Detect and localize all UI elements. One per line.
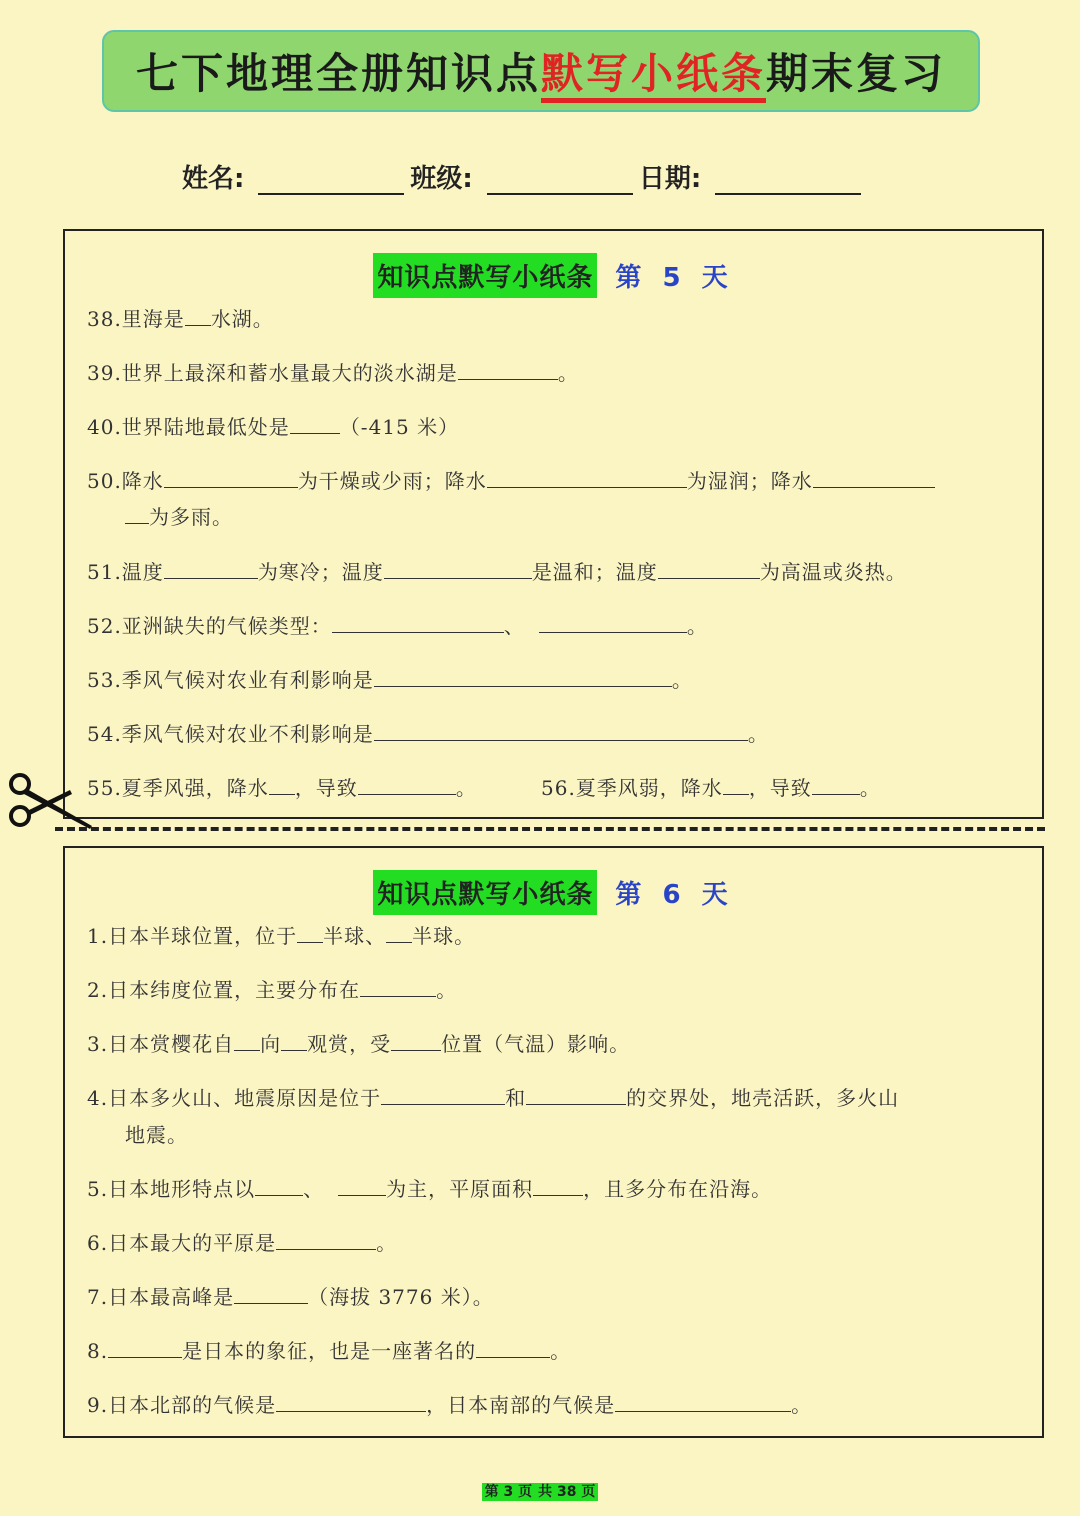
blank[interactable] <box>374 720 748 741</box>
title-banner <box>102 30 980 112</box>
blank[interactable] <box>297 922 323 943</box>
question-6: 6.日本最大的平原是 。 <box>87 1231 398 1255</box>
page-number: 第 3 页 <box>482 1483 536 1501</box>
question-50: 50.降水 为干燥或少雨；降水 为湿润；降水 <box>87 465 935 494</box>
blank[interactable] <box>384 558 532 579</box>
day5-header <box>65 253 1042 298</box>
name-label: 姓名: <box>182 164 245 194</box>
blank[interactable] <box>476 1337 550 1358</box>
blank[interactable] <box>723 774 749 795</box>
day5-label: 第 5 天 <box>615 263 734 293</box>
blank[interactable] <box>164 558 258 579</box>
blank[interactable] <box>281 1030 307 1051</box>
question-5: 5.日本地形特点以 、 为主，平原面积 ，且多分布在沿海。 <box>87 1177 773 1201</box>
blank[interactable] <box>164 467 298 488</box>
blank[interactable] <box>108 1337 182 1358</box>
blank[interactable] <box>813 467 935 488</box>
question-53: 53.季风气候对农业有利影响是 。 <box>87 668 693 692</box>
blank[interactable] <box>539 612 687 633</box>
title-part2: 期末复习 <box>766 49 947 98</box>
blank[interactable] <box>658 558 760 579</box>
blank[interactable] <box>360 976 436 997</box>
question-56: 56.夏季风弱，降水 ，导致 。 <box>541 776 881 800</box>
day5-tag: 知识点默写小纸条 <box>373 253 597 298</box>
page-title <box>136 41 946 101</box>
question-51: 51.温度 为寒冷；温度 是温和；温度 为高温或炎热。 <box>87 560 907 584</box>
question-55: 55.夏季风强，降水 ，导致 。 <box>87 776 477 800</box>
blank[interactable] <box>185 305 211 326</box>
blank[interactable] <box>338 1175 386 1196</box>
blank[interactable] <box>269 774 295 795</box>
student-info-row <box>182 158 867 195</box>
blank[interactable] <box>526 1084 626 1105</box>
question-2: 2.日本纬度位置，主要分布在 。 <box>87 978 458 1002</box>
blank[interactable] <box>386 922 412 943</box>
blank[interactable] <box>381 1084 505 1105</box>
blank[interactable] <box>533 1175 583 1196</box>
blank[interactable] <box>255 1175 303 1196</box>
blank[interactable] <box>125 503 149 524</box>
question-40: 40.世界陆地最低处是 （-415 米） <box>87 415 460 439</box>
blank[interactable] <box>615 1391 791 1412</box>
day6-header <box>65 870 1042 915</box>
day6-tag: 知识点默写小纸条 <box>373 870 597 915</box>
blank[interactable] <box>332 612 504 633</box>
question-38: 38.里海是 水湖。 <box>87 307 274 331</box>
day5-card <box>63 229 1044 819</box>
blank[interactable] <box>458 359 558 380</box>
question-39: 39.世界上最深和蓄水量最大的淡水湖是 。 <box>87 361 579 385</box>
question-52: 52.亚洲缺失的气候类型： 、 。 <box>87 614 708 638</box>
blank[interactable] <box>374 666 672 687</box>
cut-line <box>55 827 1045 831</box>
total-pages: 共 38 页 <box>535 1483 598 1501</box>
scissors-icon <box>6 770 96 834</box>
page-footer <box>0 1481 1080 1501</box>
question-7: 7.日本最高峰是 （海拔 3776 米）。 <box>87 1285 494 1309</box>
question-54: 54.季风气候对农业不利影响是 。 <box>87 722 769 746</box>
date-field[interactable] <box>715 163 861 195</box>
date-label: 日期: <box>638 164 702 194</box>
question-3: 3.日本赏樱花自 向 观赏，受 位置（气温）影响。 <box>87 1032 631 1056</box>
blank[interactable] <box>812 774 860 795</box>
blank[interactable] <box>358 774 456 795</box>
title-part1: 七下地理全册知识点 <box>135 49 541 98</box>
question-4: 4.日本多火山、地震原因是位于 和 的交界处，地壳活跃，多火山 <box>87 1086 900 1110</box>
blank[interactable] <box>391 1030 441 1051</box>
title-highlight: 默写小纸条 <box>541 49 766 103</box>
class-label: 班级: <box>410 164 473 194</box>
blank[interactable] <box>276 1391 426 1412</box>
blank[interactable] <box>290 413 340 434</box>
question-1: 1.日本半球位置，位于 半球、 半球。 <box>87 924 476 948</box>
blank[interactable] <box>234 1030 260 1051</box>
question-8: 8. 是日本的象征，也是一座著名的 。 <box>87 1339 572 1363</box>
question-4-cont: 地震。 <box>125 1123 188 1147</box>
blank[interactable] <box>234 1283 308 1304</box>
day6-label: 第 6 天 <box>615 880 734 910</box>
name-field[interactable] <box>258 163 404 195</box>
blank[interactable] <box>276 1229 376 1250</box>
blank[interactable] <box>487 467 687 488</box>
question-9: 9.日本北部的气候是 ，日本南部的气候是 。 <box>87 1393 813 1417</box>
class-field[interactable] <box>487 163 633 195</box>
day6-card <box>63 846 1044 1438</box>
question-50-cont: 为多雨。 <box>125 501 233 530</box>
